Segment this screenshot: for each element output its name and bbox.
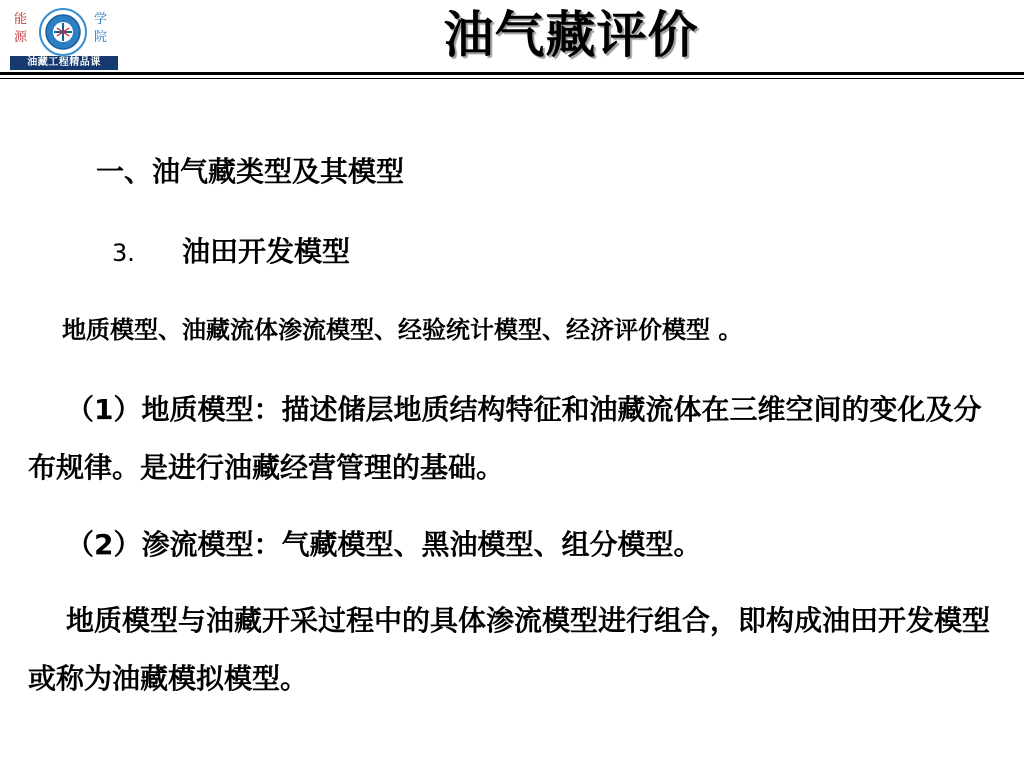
model-list: 地质模型、油藏流体渗流模型、经验统计模型、经济评价模型 。 [62, 316, 743, 344]
paragraph-geology-model [28, 381, 998, 497]
logo-char: 院 [94, 30, 108, 45]
slide-title: 油气藏评价 [443, 6, 699, 64]
subsection-number: 3. [112, 239, 135, 267]
course-banner: 油藏工程精品课 [10, 56, 118, 70]
paragraph-model-combination [28, 592, 998, 708]
logo-char: 能 [14, 12, 28, 27]
paragraph-seepage-model [28, 516, 998, 574]
paragraph-text: （1）地质模型：描述储层地质结构特征和油藏流体在三维空间的变化及分布规律。是进行油藏经营管理的基础。 [28, 393, 982, 484]
title-divider-thin [0, 78, 1024, 79]
logo-char: 源 [14, 30, 28, 45]
paragraph-text: （2）渗流模型：气藏模型、黑油模型、组分模型。 [66, 528, 702, 561]
subsection-title: 油田开发模型 [182, 235, 351, 268]
paragraph-text: 地质模型与油藏开采过程中的具体渗流模型进行组合，即构成油田开发模型或称为油藏模拟模型。 [28, 604, 991, 695]
section-heading: 一、油气藏类型及其模型 [96, 155, 405, 188]
title-divider [0, 72, 1024, 75]
logo-char: 学 [94, 12, 108, 27]
